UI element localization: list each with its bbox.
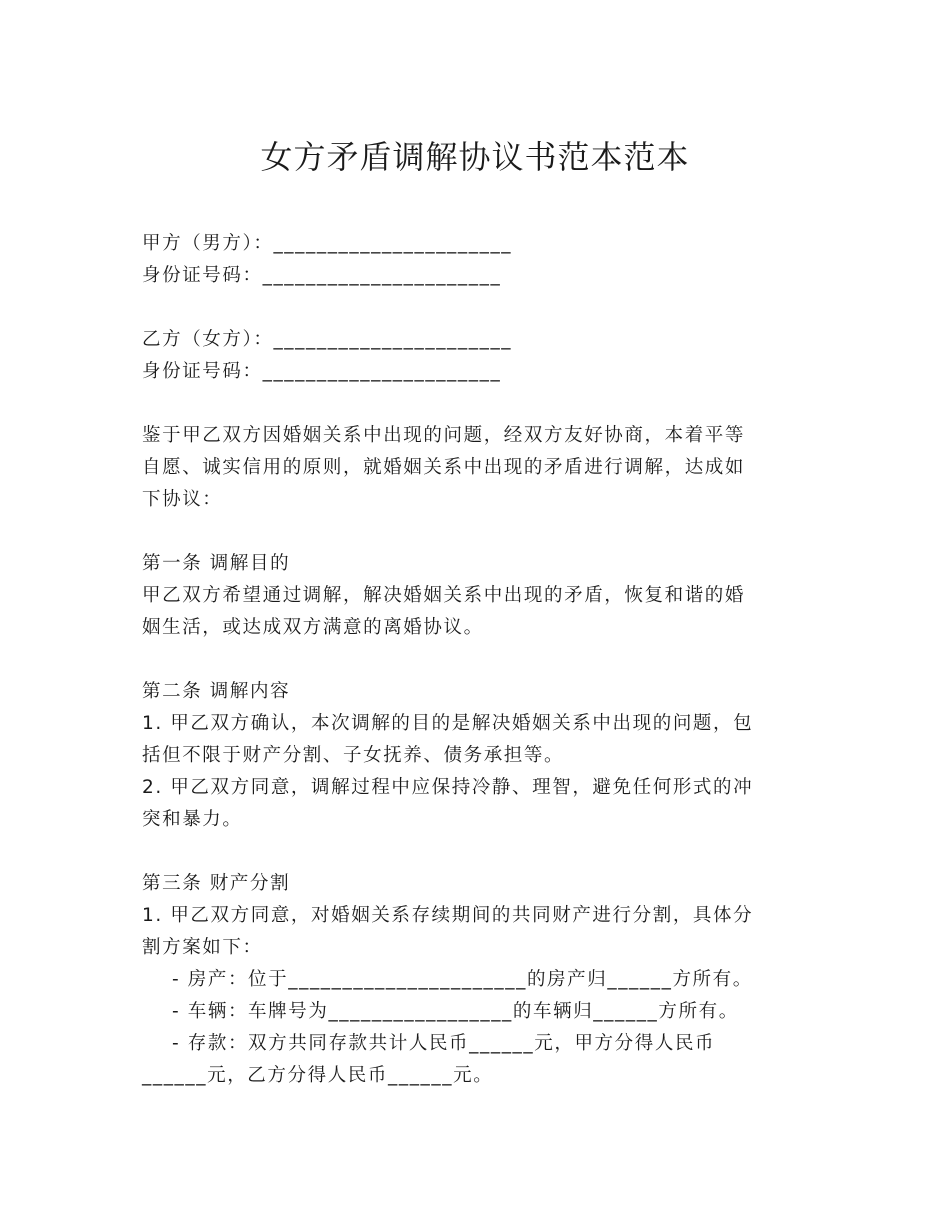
document-body [142, 228, 807, 1092]
spacer [142, 516, 807, 548]
article2-line: 突和暴力。 [142, 809, 243, 830]
document-title: 女方矛盾调解协议书范本范本 [260, 138, 690, 176]
article3-item-house: - 房产：位于______________________的房产归______方所有。 [172, 969, 753, 990]
spacer [142, 644, 807, 676]
article3-item-savings: - 存款：双方共同存款共计人民币______元，甲方分得人民币 [172, 1033, 716, 1054]
article3-heading: 第三条 财产分割 [142, 873, 291, 894]
article2-line: 2. 甲乙双方同意，调解过程中应保持冷静、理智，避免任何形式的冲 [142, 777, 754, 798]
article2-line: 括但不限于财产分割、子女抚养、债务承担等。 [142, 745, 565, 766]
preamble-line: 下协议： [142, 489, 223, 510]
preamble-line: 鉴于甲乙双方因婚姻关系中出现的问题，经双方友好协商，本着平等 [142, 425, 746, 446]
article3-item-vehicle: - 车辆：车牌号为_________________的车辆归______方所有。 [172, 1001, 739, 1022]
article3-continuation: ______元，乙方分得人民币______元。 [142, 1065, 494, 1086]
article3-line: 割方案如下： [142, 937, 263, 958]
party-b-name-line: 乙方（女方）：______________________ [142, 329, 513, 350]
spacer [142, 836, 807, 868]
article1-heading: 第一条 调解目的 [142, 553, 291, 574]
party-a-id-line: 身份证号码：______________________ [142, 265, 502, 286]
article2-line: 1. 甲乙双方确认，本次调解的目的是解决婚姻关系中出现的问题，包 [142, 713, 754, 734]
article2-heading: 第二条 调解内容 [142, 681, 291, 702]
spacer [142, 388, 807, 420]
spacer [142, 292, 807, 324]
party-b-id-line: 身份证号码：______________________ [142, 361, 502, 382]
article1-line: 甲乙双方希望通过调解，解决婚姻关系中出现的矛盾，恢复和谐的婚 [142, 585, 746, 606]
preamble-line: 自愿、诚实信用的原则，就婚姻关系中出现的矛盾进行调解，达成如 [142, 457, 746, 478]
party-a-name-line: 甲方（男方）：______________________ [142, 233, 513, 254]
article1-line: 姻生活，或达成双方满意的离婚协议。 [142, 617, 484, 638]
article3-line: 1. 甲乙双方同意，对婚姻关系存续期间的共同财产进行分割，具体分 [142, 905, 754, 926]
